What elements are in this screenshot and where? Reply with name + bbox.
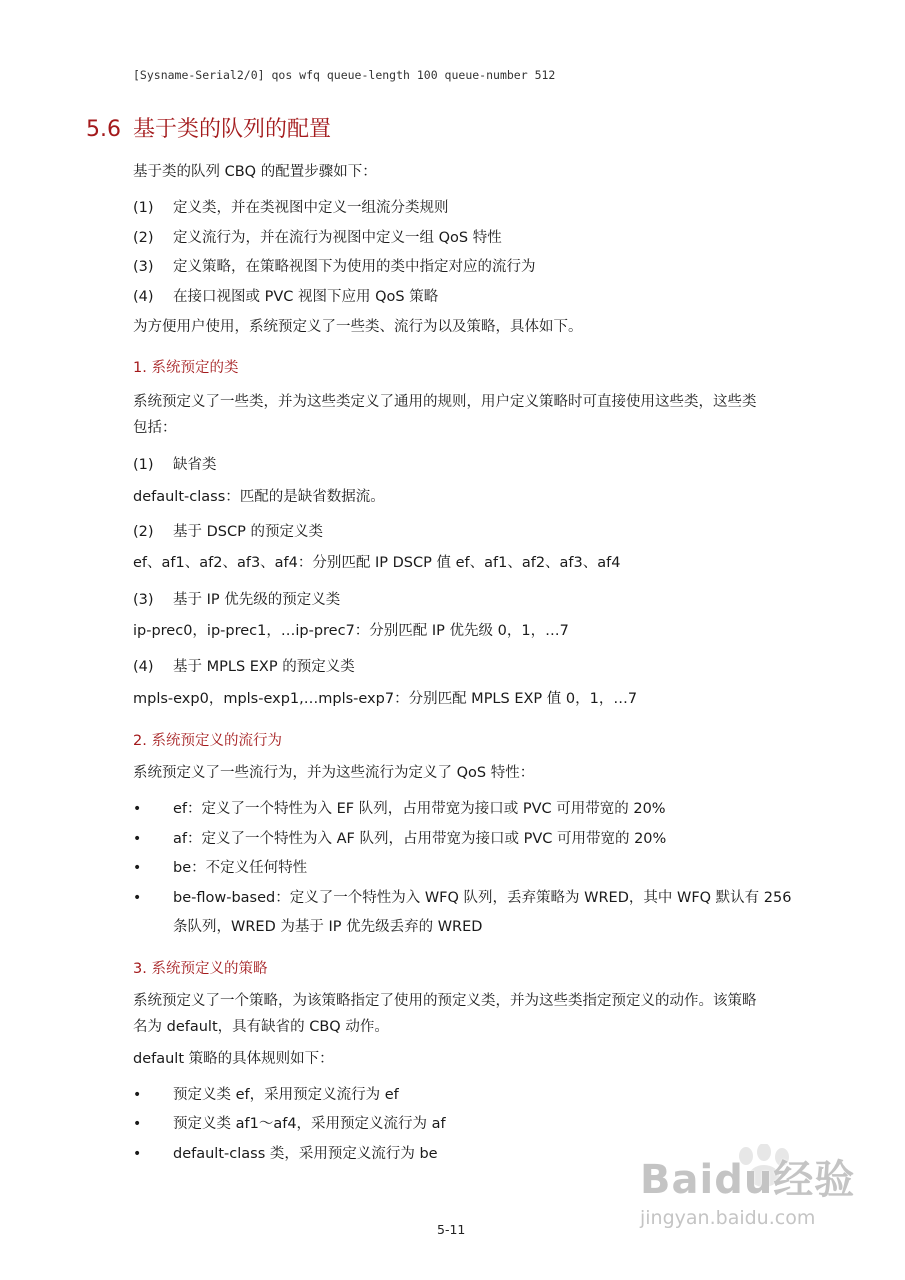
sub1-para-line1: 系统预定义了一些类，并为这些类定义了通用的规则，用户定义策略时可直接使用这些类，这些类 [133, 394, 757, 410]
list-item [133, 826, 666, 852]
list-item [133, 1141, 438, 1167]
class-item-title [133, 587, 340, 613]
step-text: 定义策略，在策略视图下为使用的类中指定对应的流行为 [173, 259, 536, 275]
sub3-para2: default 策略的具体规则如下： [133, 1051, 334, 1067]
watermark-brand: Baidu经验 [640, 1157, 856, 1203]
step-number: (1) [133, 200, 154, 216]
class-item-title [133, 519, 323, 545]
list-item-text: af：定义了一个特性为入 AF 队列，占用带宽为接口或 PVC 可用带宽的 20% [173, 831, 667, 847]
step-item [133, 254, 536, 280]
step-text: 在接口视图或 PVC 视图下应用 QoS 策略 [173, 289, 439, 305]
list-item [133, 885, 791, 911]
class-item-title [133, 452, 217, 478]
section-number: 5.6 [86, 117, 121, 142]
list-item [133, 855, 307, 881]
list-item [133, 1082, 399, 1108]
list-item-text: be-flow-based：定义了一个特性为入 WFQ 队列，丢弃策略为 WRED，其中 WFQ 默认有 256 [173, 890, 792, 906]
step-text: 定义流行为，并在流行为视图中定义一组 QoS 特性 [173, 230, 502, 246]
list-item-text: default-class 类，采用预定义流行为 be [173, 1146, 438, 1162]
section-title: 基于类的队列的配置 [133, 117, 332, 142]
list-item [133, 796, 666, 822]
step-number: (2) [133, 230, 154, 246]
class-item-title-text: 基于 DSCP 的预定义类 [173, 524, 323, 540]
bullet-icon: • [133, 831, 142, 847]
list-item-text: be：不定义任何特性 [173, 860, 308, 876]
class-item-number: (4) [133, 659, 154, 675]
step-item [133, 284, 438, 310]
list-item-text: 预定义类 af1～af4，采用预定义流行为 af [173, 1116, 446, 1132]
class-item-number: (1) [133, 457, 154, 473]
intro-paragraph: 基于类的队列 CBQ 的配置步骤如下： [133, 164, 377, 180]
bullet-icon: • [133, 801, 142, 817]
sub3-para-line1: 系统预定义了一个策略，为该策略指定了使用的预定义类，并为这些类指定预定义的动作。该策略 [133, 993, 757, 1009]
class-item-title-text: 基于 MPLS EXP 的预定义类 [173, 659, 355, 675]
page-number: 5-11 [437, 1222, 466, 1237]
class-item-title [133, 654, 355, 680]
step-number: (3) [133, 259, 154, 275]
step-text: 定义类，并在类视图中定义一组流分类规则 [173, 200, 449, 216]
section-heading [86, 112, 331, 143]
class-item-desc: ef、af1、af2、af3、af4：分别匹配 IP DSCP 值 ef、af1、af2、af3、af4 [133, 555, 621, 571]
class-item-desc: default-class：匹配的是缺省数据流。 [133, 489, 385, 505]
bullet-icon: • [133, 1116, 142, 1132]
list-item-continuation: 条队列，WRED 为基于 IP 优先级丢弃的 WRED [173, 919, 483, 935]
sub2-para: 系统预定义了一些流行为，并为这些流行为定义了 QoS 特性： [133, 765, 535, 781]
class-item-number: (3) [133, 592, 154, 608]
class-item-title-text: 基于 IP 优先级的预定义类 [173, 592, 341, 608]
sub1-para-line2: 包括： [133, 420, 177, 436]
class-item-title-text: 缺省类 [173, 457, 217, 473]
bullet-icon: • [133, 860, 142, 876]
list-item-text: 预定义类 ef，采用预定义流行为 ef [173, 1087, 399, 1103]
class-item-desc: mpls-exp0，mpls-exp1,…mpls-exp7：分别匹配 MPLS EXP 值 0，1，…7 [133, 691, 638, 707]
step-item [133, 225, 502, 251]
bullet-icon: • [133, 1087, 142, 1103]
intro2-paragraph: 为方便用户使用，系统预定义了一些类、流行为以及策略，具体如下。 [133, 319, 583, 335]
code-line: [Sysname-Serial2/0] qos wfq queue-length 100 queue-number 512 [133, 68, 556, 82]
list-item-text: ef：定义了一个特性为入 EF 队列，占用带宽为接口或 PVC 可用带宽的 20% [173, 801, 666, 817]
subsection-heading-2: 2. 系统预定义的流行为 [133, 733, 282, 749]
step-number: (4) [133, 289, 154, 305]
bullet-icon: • [133, 1146, 142, 1162]
bullet-icon: • [133, 890, 142, 906]
watermark-url: jingyan.baidu.com [640, 1207, 816, 1229]
sub3-para-line2: 名为 default，具有缺省的 CBQ 动作。 [133, 1019, 389, 1035]
class-item-number: (2) [133, 524, 154, 540]
subsection-heading-3: 3. 系统预定义的策略 [133, 961, 268, 977]
class-item-desc: ip-prec0，ip-prec1，…ip-prec7：分别匹配 IP 优先级 0，1，…7 [133, 623, 569, 639]
watermark [640, 1148, 855, 1229]
list-item [133, 1111, 446, 1137]
step-item [133, 195, 449, 221]
subsection-heading-1: 1. 系统预定的类 [133, 360, 239, 376]
